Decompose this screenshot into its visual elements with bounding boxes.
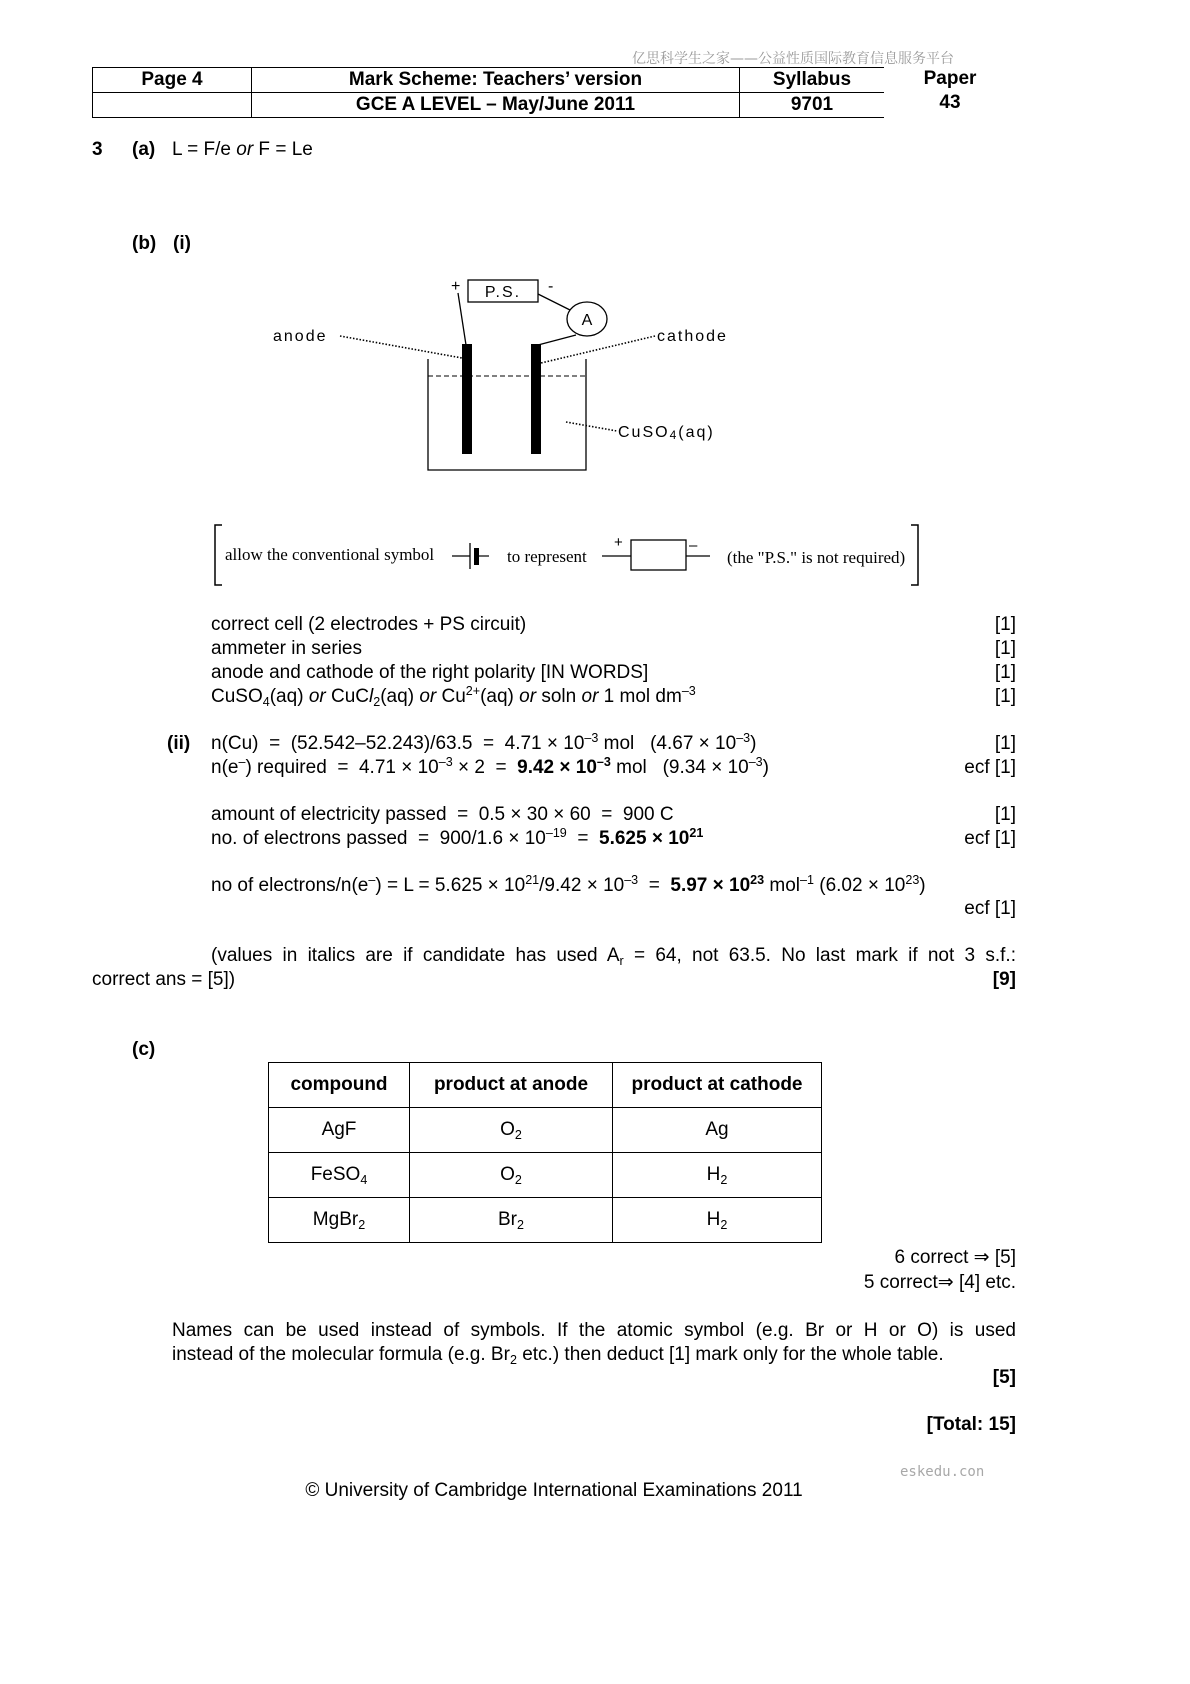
text-segment: O xyxy=(500,1119,515,1140)
text-segment: H xyxy=(706,1164,721,1185)
question-number: 3 xyxy=(92,139,103,160)
subscript: 4 xyxy=(360,1172,368,1187)
italics-note-line xyxy=(211,944,1016,968)
calculation-line xyxy=(211,803,674,827)
part-a-answer xyxy=(172,138,313,162)
text-segment: 9.42 × 10 xyxy=(517,757,597,778)
mark-value: ecf [1] xyxy=(964,898,1016,919)
mark-value: [1] xyxy=(994,662,1016,683)
text-segment: mol (4.67 × 10 xyxy=(598,733,737,754)
mark-value: ecf [1] xyxy=(964,757,1016,778)
document-title: Mark Scheme: Teachers’ version xyxy=(251,68,739,92)
ammeter-wire xyxy=(538,294,570,310)
subscript: 4 xyxy=(262,694,270,709)
table-header-row xyxy=(269,1063,822,1108)
table-cell xyxy=(410,1108,613,1153)
table-cell xyxy=(269,1198,410,1243)
text-segment: (6.02 × 10 xyxy=(813,875,906,896)
electrolyte-subscript: 4 xyxy=(669,428,679,442)
mark-value: [1] xyxy=(994,614,1016,635)
subscript: 2 xyxy=(514,1127,522,1142)
to-represent-text: to represent xyxy=(507,547,587,566)
part-b-ii-label: (ii) xyxy=(167,733,191,754)
subscript: 2 xyxy=(720,1217,728,1232)
positive-terminal-label: + xyxy=(451,278,463,295)
text-segment: = xyxy=(566,828,599,849)
text-segment: Ag xyxy=(705,1119,729,1140)
column-header: compound xyxy=(269,1063,410,1108)
header-row xyxy=(92,67,884,92)
text-segment: FeSO xyxy=(310,1164,361,1185)
text-segment: n(Cu) = (52.542–52.243)/63.5 = 4.71 × 10 xyxy=(211,733,585,754)
text-segment: L = F/e xyxy=(172,139,237,160)
marking-point xyxy=(211,685,696,709)
electrolyte-leader-line xyxy=(566,422,617,431)
paper-heading: Paper xyxy=(923,68,977,89)
text-segment: ) xyxy=(750,733,757,754)
text-segment: or xyxy=(236,139,254,160)
question-total: [Total: 15] xyxy=(926,1414,1016,1435)
scoring-rule: 6 correct ⇒ [5] xyxy=(894,1247,1016,1268)
cathode-label: cathode xyxy=(657,328,728,345)
table-cell xyxy=(613,1153,822,1198)
superscript: –3 xyxy=(584,731,599,746)
scoring-rule: 5 correct⇒ [4] etc. xyxy=(863,1272,1016,1293)
text-segment: no of electrons/n(e xyxy=(211,875,369,896)
anode-leader-line xyxy=(340,336,462,358)
superscript: –3 xyxy=(596,755,611,770)
superscript: – xyxy=(368,873,376,888)
marking-point xyxy=(211,661,648,685)
table-cell xyxy=(613,1108,822,1153)
box-symbol-minus: – xyxy=(689,537,698,554)
anode-wire xyxy=(458,293,466,345)
negative-terminal-label: - xyxy=(548,278,556,295)
text-segment: ) required = 4.71 × 10 xyxy=(245,757,439,778)
text-segment: (values in italics are if candidate has used A xyxy=(211,945,620,966)
subscript: 2 xyxy=(358,1217,366,1232)
box-symbol-plus: + xyxy=(614,534,623,551)
marking-point xyxy=(211,613,526,637)
text-segment: n(e xyxy=(211,757,239,778)
names-note-line xyxy=(172,1343,944,1367)
text-segment: ) = L = 5.625 × 10 xyxy=(375,875,526,896)
superscript: 23 xyxy=(905,873,920,888)
text-segment: anode and cathode of the right polarity [IN WORDS] xyxy=(211,662,649,683)
subscript: 2 xyxy=(720,1172,728,1187)
ammeter-label: A xyxy=(581,312,593,329)
superscript: –3 xyxy=(438,755,453,770)
electrolyte-state: (aq) xyxy=(678,424,715,441)
column-header: product at anode xyxy=(410,1063,613,1108)
text-segment: 1 mol dm xyxy=(598,686,682,707)
text-segment: etc.) then deduct [1] mark only for the whole table. xyxy=(516,1344,944,1365)
superscript: 21 xyxy=(689,826,704,841)
text-segment: ) xyxy=(762,757,769,778)
text-segment: l xyxy=(369,686,374,707)
text-segment: ) xyxy=(919,875,926,896)
text-segment: /9.42 × 10 xyxy=(539,875,625,896)
top-watermark: 亿思科学生之家——公益性质国际教育信息服务平台 xyxy=(632,51,954,67)
part-b-i-label: (i) xyxy=(173,233,191,254)
marking-point xyxy=(211,637,362,661)
text-segment: amount of electricity passed = 0.5 × 30 × 60 = 900 C xyxy=(211,804,674,825)
electrolysis-cell-diagram xyxy=(260,270,740,485)
text-segment: H xyxy=(706,1209,721,1230)
superscript: –3 xyxy=(681,684,696,699)
text-segment: = xyxy=(638,875,671,896)
syllabus-code: 9701 xyxy=(739,93,884,117)
table-cell xyxy=(410,1153,613,1198)
calculation-line xyxy=(211,756,769,780)
text-segment: or xyxy=(519,686,537,707)
superscript: 2+ xyxy=(465,684,481,699)
italics-note-line: correct ans = [5]) xyxy=(92,969,236,990)
box-symbol-rect xyxy=(631,540,686,570)
text-segment: mol xyxy=(764,875,801,896)
text-segment: no. of electrons passed = 900/1.6 × 10 xyxy=(211,828,546,849)
mark-value: [1] xyxy=(994,638,1016,659)
table-cell xyxy=(269,1153,410,1198)
column-header: product at cathode xyxy=(613,1063,822,1108)
text-segment: correct cell (2 electrodes + PS circuit) xyxy=(211,614,527,635)
subscript: r xyxy=(619,953,624,968)
allowance-note xyxy=(205,520,930,590)
table-cell xyxy=(269,1108,410,1153)
part-a-label: (a) xyxy=(132,139,156,160)
electrolyte-label xyxy=(618,424,715,442)
subscript: 2 xyxy=(509,1352,517,1367)
subscript: 2 xyxy=(514,1172,522,1187)
text-segment: Br xyxy=(498,1209,517,1230)
mark-value: [1] xyxy=(994,804,1016,825)
cathode-electrode xyxy=(531,344,541,454)
subscript: 2 xyxy=(373,694,381,709)
allowance-text: allow the conventional symbol xyxy=(225,545,435,564)
copyright-footer: © University of Cambridge International Examinations 2011 xyxy=(305,1480,803,1501)
page-label: Page 4 xyxy=(92,68,251,92)
text-segment: or xyxy=(419,686,437,707)
beaker xyxy=(428,359,586,470)
paper-number: 43 xyxy=(939,92,961,113)
text-segment: × 2 = xyxy=(452,757,518,778)
text-segment: F = Le xyxy=(253,139,313,160)
text-segment: mol (9.34 × 10 xyxy=(610,757,749,778)
text-segment: 5.97 × 10 xyxy=(670,875,751,896)
text-segment: 5.625 × 10 xyxy=(599,828,690,849)
text-segment: or xyxy=(308,686,326,707)
calculation-line xyxy=(211,732,756,756)
calculation-line xyxy=(211,874,926,898)
electrolysis-products-table xyxy=(268,1062,822,1243)
mark-value: [1] xyxy=(994,733,1016,754)
anode-electrode xyxy=(462,344,472,454)
text-segment: O xyxy=(500,1164,515,1185)
part-c-label: (c) xyxy=(132,1039,156,1060)
text-segment: AgF xyxy=(321,1119,357,1140)
text-segment: CuC xyxy=(325,686,370,707)
cathode-wire xyxy=(538,335,576,345)
mark-value: ecf [1] xyxy=(964,828,1016,849)
syllabus-heading: Syllabus xyxy=(739,68,884,92)
subscript: 2 xyxy=(517,1217,524,1232)
ps-not-required-text: (the "P.S." is not required) xyxy=(727,548,906,567)
cell-symbol-short-plate xyxy=(474,548,479,565)
superscript: –1 xyxy=(800,873,814,888)
superscript: 21 xyxy=(525,873,540,888)
text-segment: instead of the molecular formula (e.g. Br xyxy=(172,1344,510,1365)
mark-value: [1] xyxy=(994,686,1016,707)
empty-header-cell xyxy=(92,93,251,117)
superscript: –3 xyxy=(748,755,763,770)
part-b-label: (b) xyxy=(132,233,157,254)
power-supply-label: P.S. xyxy=(484,284,522,301)
page-header-table xyxy=(92,67,884,118)
text-segment: (aq) xyxy=(269,686,309,707)
electrolyte-formula: CuSO xyxy=(618,424,670,441)
superscript: –3 xyxy=(736,731,751,746)
left-bracket xyxy=(215,525,222,585)
text-segment: or xyxy=(581,686,599,707)
text-segment: = 64, not 63.5. No last mark if not 3 s.f.: xyxy=(623,945,1016,966)
header-row xyxy=(92,92,884,118)
table-row xyxy=(269,1198,822,1243)
calculation-line xyxy=(211,827,703,851)
right-bracket xyxy=(911,525,918,585)
text-segment: (aq) xyxy=(380,686,420,707)
text-segment: Cu xyxy=(436,686,466,707)
text-segment: MgBr xyxy=(312,1209,359,1230)
text-segment: ammeter in series xyxy=(211,638,362,659)
superscript: – xyxy=(238,755,246,770)
superscript: –19 xyxy=(545,826,567,841)
text-segment: soln xyxy=(536,686,582,707)
superscript: –3 xyxy=(624,873,639,888)
superscript: 23 xyxy=(750,873,765,888)
names-note-line: Names can be used instead of symbols. If the atomic symbol (e.g. Br or H or O) is used xyxy=(172,1320,1016,1341)
bottom-watermark: eskedu.con xyxy=(900,1464,985,1480)
table-row xyxy=(269,1153,822,1198)
text-segment: CuSO xyxy=(211,686,263,707)
part-c-total-mark: [5] xyxy=(992,1367,1016,1388)
part-b-total-mark: [9] xyxy=(992,969,1016,990)
table-cell xyxy=(613,1198,822,1243)
exam-session: GCE A LEVEL – May/June 2011 xyxy=(251,93,739,117)
table-cell xyxy=(410,1198,613,1243)
anode-label: anode xyxy=(273,328,328,345)
text-segment: (aq) xyxy=(480,686,520,707)
table-row xyxy=(269,1108,822,1153)
